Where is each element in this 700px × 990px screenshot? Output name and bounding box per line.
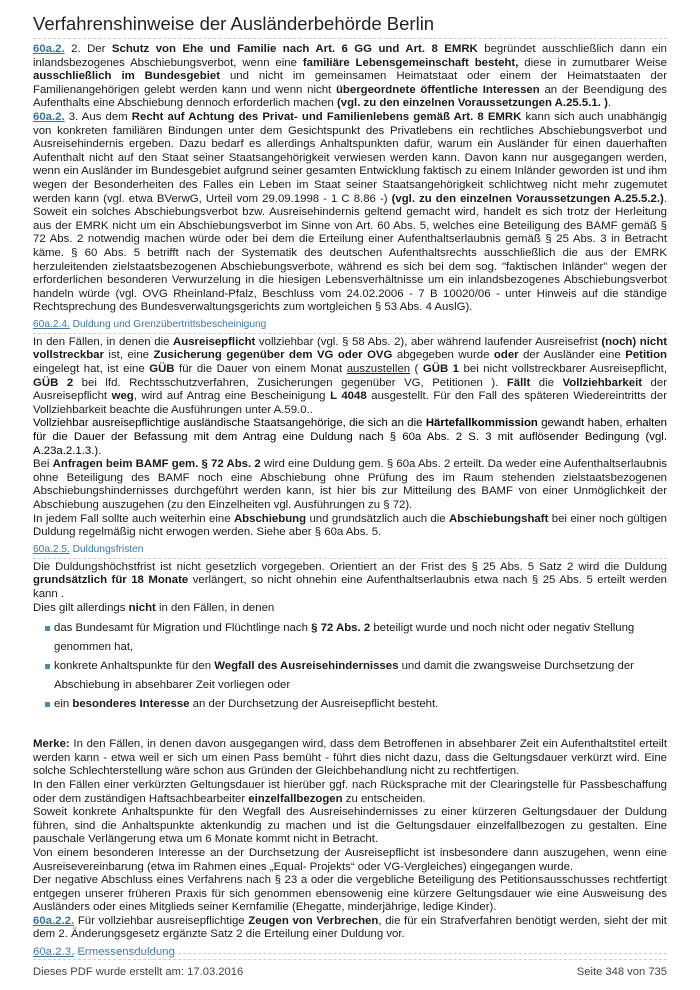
document-body [33, 43, 667, 960]
list-item: ein besonderes Interesse an der Durchsetzung der Ausreisepflicht besteht. [45, 695, 667, 714]
footer-created-date: Dieses PDF wurde erstellt am: 17.03.2016 [33, 966, 244, 978]
paragraph-merke: Merke: In den Fällen, in denen davon ausgegangen wird, dass dem Betroffenen in absehbarer Zeit ein Aufenthaltstitel erteilt werden kann - etwa weil er sich um einen Pass bemüht - führt dies nicht dazu, dass die Geltungsdauer verkürzt wird. Eine solche Schlechterstellung wäre schon aus Gründen der Gleichbehandlung nicht zu rechtfertigen. [33, 738, 667, 778]
exceptions-list [45, 619, 667, 714]
paragraph-bamf-anfrage: Bei Anfragen beim BAMF gem. § 72 Abs. 2 wird eine Duldung gem. § 60a Abs. 2 erteilt. Da weder eine Aufenthaltserlaubnis ohne Beteiligung des BAMF noch eine Abschiebung ohne Prüfung des im Raum stehenden zielstaatsbezogenen Abschiebungshindernisses durchgeführt werden kann, ist hier bis zur Mitteilung des BAMF von einer Unmöglichkeit der Abschiebung auszugehen (zu den Einzelheiten vgl. Ausführungen zu § 72). [33, 458, 667, 511]
section-heading-ermessensduldung[interactable]: 60a.2.3. Ermessensduldung [33, 946, 175, 959]
paragraph-verkuerzte-dauer: In den Fällen einer verkürzten Geltungsdauer ist hierüber ggf. nach Rücksprache mit der Clearingstelle für Passbeschaffung oder dem zuständigen Haftsachbearbeiter einzelfallbezogen zu entscheiden. [33, 778, 667, 805]
paragraph-anhaltspunkte: Soweit konkrete Anhaltspunkte für den Wegfall des Ausreisehindernisses zu einer kürzeren Geltungsdauer der Duldung führen, sind die Anhaltspunkte aktenkundig zu machen und ist die Geltungsdauer einzelfallbezogen zu gestalten. Eine pauschale Verlängerung etwa um 6 Monate kommt nicht in Betracht. [33, 806, 667, 846]
title-divider [33, 38, 667, 39]
paragraph-ehe-familie: 60a.2. 2. Der Schutz von Ehe und Familie nach Art. 6 GG und Art. 8 EMRK begründet ausschließlich dann ein inlandsbezogenes Abschiebungsverbot, wenn eine familiäre Lebensgemeinschaft besteht, diese in zumutbarer Weise ausschließlich im Bundesgebiet und nicht im gemeinsamen Heimatstaat oder einem der Heimatstaaten der Familienangehörigen gelebt werden kann und wenn nicht übergeordnete öffentliche Interessen an der Beendigung des Aufenthalts eine Abschiebung dennoch erforderlich machen (vgl. zu den einzelnen Voraussetzungen A.25.5.1. ). [33, 43, 668, 110]
paragraph-ausnahmen-intro: Dies gilt allerdings nicht in den Fällen, in denen [33, 601, 275, 614]
section-divider [33, 959, 667, 960]
paragraph-haertefall: Vollziehbar ausreisepflichtige ausländische Staatsangehörige, die sich an die Härtefallkommission gewandt haben, erhalten für die Dauer der Befassung mit dem Antrag eine Duldung nach § 60a Abs. 2 S. 3 mit auflösender Bedingung (vgl. A.23a.2.1.3.). [33, 417, 667, 457]
paragraph-privatleben: 60a.2. 3. Aus dem Recht auf Achtung des Privat- und Familienlebens gemäß Art. 8 EMRK kann sich auch unabhängig von konkreten familiären Bindungen unter dem Gesichtspunkt des Privatlebens ein rechtliches Abschiebungsverbot und Ausreisehindernis ergeben. Dazu bedarf es allerdings Anhaltspunkten dafür, warum ein Ausländer für einen dauerhaften Aufenthalt nicht auf den Staat seiner Staatsangehörigkeit verwiesen werden kann. Davon kann nur ausgegangen werden, wenn ein Ausländer im Bundesgebiet aufgrund seiner gesamten Entwicklung faktisch zu einem Inländer geworden ist und ihm wegen der Besonderheiten des Falles ein Leben im Staat seiner Staatsangehörigkeit schlichtweg nicht mehr zugemutet werden kann (vgl. etwa BVerwG, Urteil vom 29.09.1998 - 1 C 8.86 -) (vgl. zu den einzelnen Voraussetzungen A.25.5.2.). Soweit ein solches Abschiebungsverbot bzw. Ausreisehindernis geltend gemacht wird, handelt es sich trotz der Herleitung aus der EMRK nicht um ein Abschiebungsverbot im Sinne von Art. 60 Abs. 5, welches eine Beteiligung des BAMF gemäß § 72 Abs. 2 notwendig machen würde oder bei dem die Erteilung einer Aufenthaltserlaubnis gemäß § 25 Abs. 3 in Betracht käme. § 60 Abs. 5 betrifft nach der Systematik des deutschen Aufenthaltsrechts ausschließlich die aus der EMRK herzuleitenden zielstaatsbezogenen Abschiebungsverbote, während es sich bei dem sog. "faktischen Inländer" wegen der erforderlichen besonderen Verwurzelung in die hiesigen Lebensverhältnisse um ein inlandsbezogenes Abschiebungsverbot handeln würde (vgl. OVG Rheinland-Pfalz, Beschluss vom 24.02.2006 - 7 B 10020/06 - unter Hinweis auf die ständige Rechtsprechung des Bundesverwaltungsgerichts zum wortgleichen § 53 Abs. 4 AuslG). [33, 110, 667, 314]
footer-page-number: Seite 348 von 735 [576, 966, 667, 978]
footer-divider [33, 953, 667, 954]
paragraph-zeugen: 60a.2.2. Für vollziehbar ausreisepflichtige Zeugen von Verbrechen, die für ein Strafverfahren benötigt werden, sieht der mit dem 2. Änderungsgesetz ergänzte Satz 2 die Erteilung einer Duldung vor. [33, 914, 667, 941]
section-ref-link[interactable]: 60a.2. [33, 43, 65, 55]
list-item: das Bundesamt für Migration und Flüchtlinge nach § 72 Abs. 2 beteiligt wurde und noch nicht oder negativ Stellung genommen hat, [45, 619, 667, 657]
section-ref-link[interactable]: 60a.2. [33, 110, 65, 123]
list-item: konkrete Anhaltspunkte für den Wegfall des Ausreisehindernisses und damit die zwangsweise Durchsetzung der Abschiebung in absehbarer Zeit vorliegen oder [45, 657, 667, 695]
section-heading-duldung-gueb[interactable]: 60a.2.4. Duldung und Grenzübertrittsbescheinigung [33, 318, 267, 330]
paragraph-gueb: In den Fällen, in denen die Ausreisepflicht vollziehbar (vgl. § 58 Abs. 2), aber während laufender Ausreisefrist (noch) nicht vollstreckbar ist, eine Zusicherung gegenüber dem VG oder OVG abgegeben wurde oder der Ausländer eine Petition eingelegt hat, ist eine GÜB für die Dauer von einem Monat auszustellen ( GÜB 1 bei nicht vollstreckbarer Ausreisepflicht, GÜB 2 bei lfd. Rechtsschutzverfahren, Zusicherungen gegenüber VG, Petitionen ). Fällt die Vollziehbarkeit der Ausreisepflicht weg, wird auf Antrag eine Bescheinigung L 4048 ausgestellt. Für den Fall des späteren Wiedereintritts der Vollziehbarkeit beachte die Ausführungen unter A.59.0.. [33, 335, 668, 416]
paragraph-negativer-abschluss: Der negative Abschluss eines Verfahrens nach § 23 a oder die vergebliche Beteiligung des Petitionsausschusses rechtfertigt entgegen unserer früheren Praxis für sich genommen ebensowenig eine kürzere Geltungsdauer wie eine Ausweisung des Ausländers oder eines Mitglieds seiner Kernfamilie (Ehegatte, minderjährige, ledige Kinder). [33, 874, 667, 914]
section-divider [33, 333, 667, 334]
paragraph-besonderes-interesse: Von einem besonderen Interesse an der Durchsetzung der Ausreisepflicht ist insbesondere dann auszugehen, wenn eine Ausreisevereinbarung (etwa im Rahmen eines „Equal- Projekts“ oder VG-Vergleiches) eingegangen wurde. [33, 846, 667, 873]
section-ref-link[interactable]: 60a.2.2. [33, 914, 75, 927]
page-footer [33, 966, 667, 978]
page-title: Verfahrenshinweise der Ausländerbehörde Berlin [33, 13, 435, 34]
spacer [33, 714, 667, 738]
section-divider [33, 558, 667, 559]
paragraph-abschiebung: In jedem Fall sollte auch weiterhin eine Abschiebung und grundsätzlich auch die Abschiebungshaft bei einer noch gültigen Duldung regelmäßig nicht erwogen werden. Siehe aber § 60a Abs. 5. [33, 512, 667, 539]
paragraph-hoechstfrist: Die Duldungshöchstfrist ist nicht gesetzlich vorgegeben. Orientiert an der Frist des § 25 Abs. 5 Satz 2 wird die Duldung grundsätzlich für 18 Monate verlängert, so nicht ohnehin eine Aufenthaltserlaubnis etwa nach § 25 Abs. 5 erteilt werden kann . [33, 560, 667, 600]
section-heading-duldungsfristen[interactable]: 60a.2.5. Duldungsfristen [33, 543, 144, 555]
